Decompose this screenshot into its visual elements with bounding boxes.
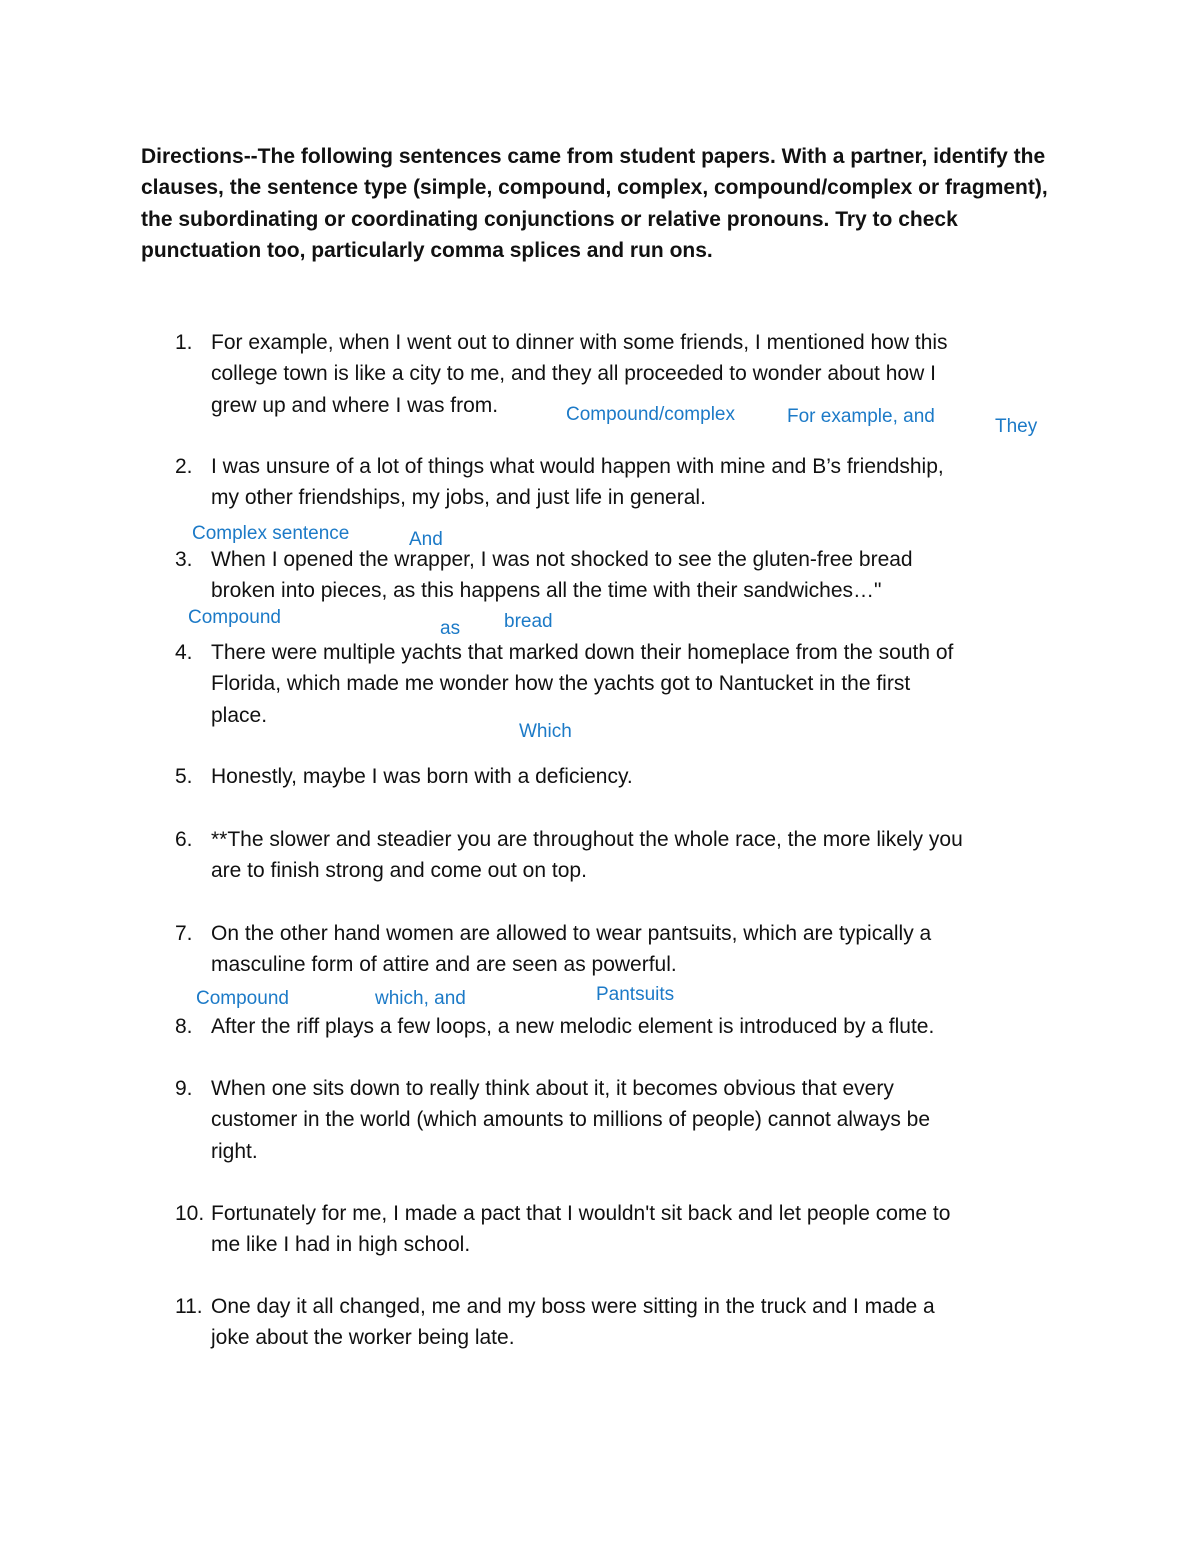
item-text: Honestly, maybe I was born with a deficiency. xyxy=(211,765,633,788)
item-text: There were multiple yachts that marked down their homeplace from the south of Florida, which made me wonder how the yachts got to Nantucket in the first place. xyxy=(211,641,954,727)
annotation-subject: Pantsuits xyxy=(596,984,675,1005)
item-number: 3. xyxy=(175,548,193,571)
annotation-conjunctions: which, and xyxy=(375,988,466,1009)
item-number: 6. xyxy=(175,828,193,851)
item-text: **The slower and steadier you are throughout the whole race, the more likely you are to finish strong and come out on top. xyxy=(211,828,963,883)
annotation-conjunctions: Which xyxy=(519,721,572,742)
annotation-sentence-type: Compound xyxy=(188,607,281,628)
item-number: 8. xyxy=(175,1015,193,1038)
item-text: When I opened the wrapper, I was not shocked to see the gluten-free bread broken into pieces, as this happens all the time with their sandwiches…" xyxy=(211,548,913,603)
annotation-conjunctions: as xyxy=(440,618,461,639)
annotation-sentence-type: Compound/complex xyxy=(566,404,735,425)
annotation-subject: They xyxy=(995,416,1038,437)
item-number: 5. xyxy=(175,765,193,788)
item-text: I was unsure of a lot of things what would happen with mine and B’s friendship, my other friendships, my jobs, and just life in general. xyxy=(211,455,944,510)
annotation-sentence-type: Complex sentence xyxy=(192,523,350,544)
item-text: Fortunately for me, I made a pact that I wouldn't sit back and let people come to me like I had in high school. xyxy=(211,1202,951,1257)
item-number: 4. xyxy=(175,641,193,664)
item-number: 2. xyxy=(175,455,193,478)
item-number: 11. xyxy=(175,1295,203,1318)
annotation-subject: bread xyxy=(504,611,553,632)
item-text: After the riff plays a few loops, a new melodic element is introduced by a flute. xyxy=(211,1015,935,1038)
annotation-conjunctions: And xyxy=(409,529,443,550)
item-number: 10. xyxy=(175,1202,205,1225)
annotation-sentence-type: Compound xyxy=(196,988,289,1009)
item-number: 9. xyxy=(175,1077,193,1100)
directions-paragraph: Directions--The following sentences came from student papers. With a partner, identify the clauses, the sentence type (simple, compound, complex, compound/complex or fragment), the subordinating or coordinating conjunctions or relative pronouns. Try to check punctuation too, particularly comma splices and run ons. xyxy=(141,145,1048,262)
item-text: For example, when I went out to dinner with some friends, I mentioned how this college town is like a city to me, and they all proceeded to wonder about how I grew up and where I was from. xyxy=(211,331,948,417)
item-text: One day it all changed, me and my boss were sitting in the truck and I made a joke about the worker being late. xyxy=(211,1295,935,1350)
item-text: On the other hand women are allowed to wear pantsuits, which are typically a masculine form of attire and are seen as powerful. xyxy=(211,922,932,977)
item-number: 1. xyxy=(175,331,193,354)
annotation-conjunctions: For example, and xyxy=(787,406,935,427)
item-number: 7. xyxy=(175,922,193,945)
item-text: When one sits down to really think about it, it becomes obvious that every customer in the world (which amounts to millions of people) cannot always be right. xyxy=(211,1077,931,1163)
